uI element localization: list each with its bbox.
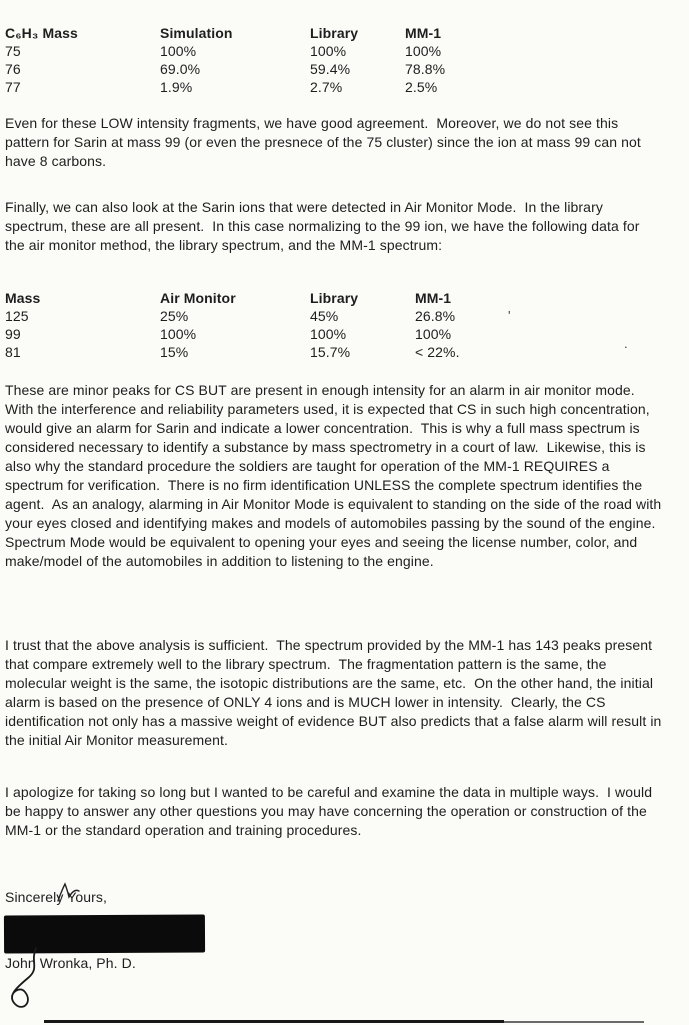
cell-mass: 81 [5,344,21,360]
cell-mm1: 100% [415,326,452,342]
paragraph-apology: I apologize for taking so long but I wanted to be careful and examine the data in multiple ways. I would be happy to answer any other questions you may have concerning the operation or construction of the MM-1 or the standard operation and training procedures. [5,784,657,838]
cell-simulation: 69.0% [160,61,201,77]
scan-edge-line [44,1020,504,1023]
cell-mm1: 78.8% [405,61,446,77]
cell-library: 15.7% [310,344,351,360]
cell-mass: 99 [5,326,21,342]
table-row [5,307,565,325]
table-row [5,78,565,96]
cell-mass: 77 [5,79,21,95]
paragraph-conclusion: I trust that the above analysis is sufficient. The spectrum provided by the MM-1 has 143 peaks present that compare extremely well to the library spectrum. The fragmentation pattern is the same, the molecular weight is the same, the isotopic distributions are the same, etc. On the other hand, the initial alarm is based on the presence of ONLY 4 ions and is MUCH lower in intensity. Clearly, the CS identification not only has a massive weight of evidence BUT also predicts that a false alarm will result in the initial Air Monitor measurement. [5,637,666,748]
cell-mm1: 2.5% [405,79,438,95]
cell-simulation: 100% [160,43,197,59]
scan-edge-line-faint [504,1021,644,1023]
cell-mass: 76 [5,61,21,77]
paragraph-agreement: Even for these LOW intensity fragments, we have good agreement. Moreover, we do not see this pattern for Sarin at mass 99 (or even the presnece of the 75 cluster) since the ion at mass 99 can not have 8 carbons. [5,115,645,169]
table-row [5,325,565,343]
paragraph-cs-analysis: These are minor peaks for CS BUT are present in enough intensity for an alarm in air monitor mode. With the interference and reliability parameters used, it is expected that CS in such high concentration, would give an alarm for Sarin and indicate a lower concentration. This is why a full mass spectrum is considered necessary to identify a substance by mass spectrometry in a court of law. Likewise, this is also why the standard procedure the soldiers are taught for operation of the MM-1 REQUIRES a spectrum for verification. There is no firm identification UNLESS the complete spectrum identifies the agent. As an analogy, alarming in Air Monitor Mode is equivalent to standing on the side of the road with your eyes closed and identifying makes and models of automobiles passing by the sound of the engine. Spectrum Mode would be equivalent to opening your eyes and seeing the license number, color, and make/model of the automobiles in addition to listening to the engine. [5,382,666,569]
scan-artifact: . [624,336,628,351]
cell-library: 100% [310,326,347,342]
column-header-mm1: MM-1 [405,25,442,41]
cell-mass: 75 [5,43,21,59]
table-row [5,60,565,78]
cell-air-monitor: 15% [160,344,189,360]
sarin-ion-table [5,289,565,361]
column-header-mass: Mass [5,290,41,306]
cell-mm1: < 22%. [415,344,460,360]
table-row [5,42,565,60]
cell-library: 59.4% [310,61,351,77]
column-header-library: Library [310,290,359,306]
cell-air-monitor: 25% [160,308,189,324]
column-header-simulation: Simulation [160,25,233,41]
column-header-air-monitor: Air Monitor [160,290,236,306]
cell-mass: 125 [5,308,29,324]
handwritten-caret-mark [56,882,82,904]
cell-library: 100% [310,43,347,59]
closing-salutation: Sincerely Yours, [5,889,107,905]
cell-mm1: 100% [405,43,442,59]
scan-artifact: ' [508,308,511,323]
table-row [5,343,565,361]
column-header-mass: C₆H₃ Mass [5,25,78,41]
cell-simulation: 1.9% [160,79,193,95]
column-header-library: Library [310,25,359,41]
table-header-row [5,24,565,42]
column-header-mm1: MM-1 [415,290,452,306]
paragraph-air-monitor-intro: Finally, we can also look at the Sarin ions that were detected in Air Monitor Mode. In the library spectrum, these are all present. In this case normalizing to the 99 ion, we have the following data for the air monitor method, the library spectrum, and the MM-1 spectrum: [5,199,644,253]
fragment-mass-table [5,24,565,96]
cell-library: 45% [310,308,339,324]
cell-mm1: 26.8% [415,308,456,324]
signature-stroke [0,944,70,1022]
cell-air-monitor: 100% [160,326,197,342]
signature-name: John Wronka, Ph. D. [5,955,136,971]
table-header-row [5,289,565,307]
cell-library: 2.7% [310,79,343,95]
